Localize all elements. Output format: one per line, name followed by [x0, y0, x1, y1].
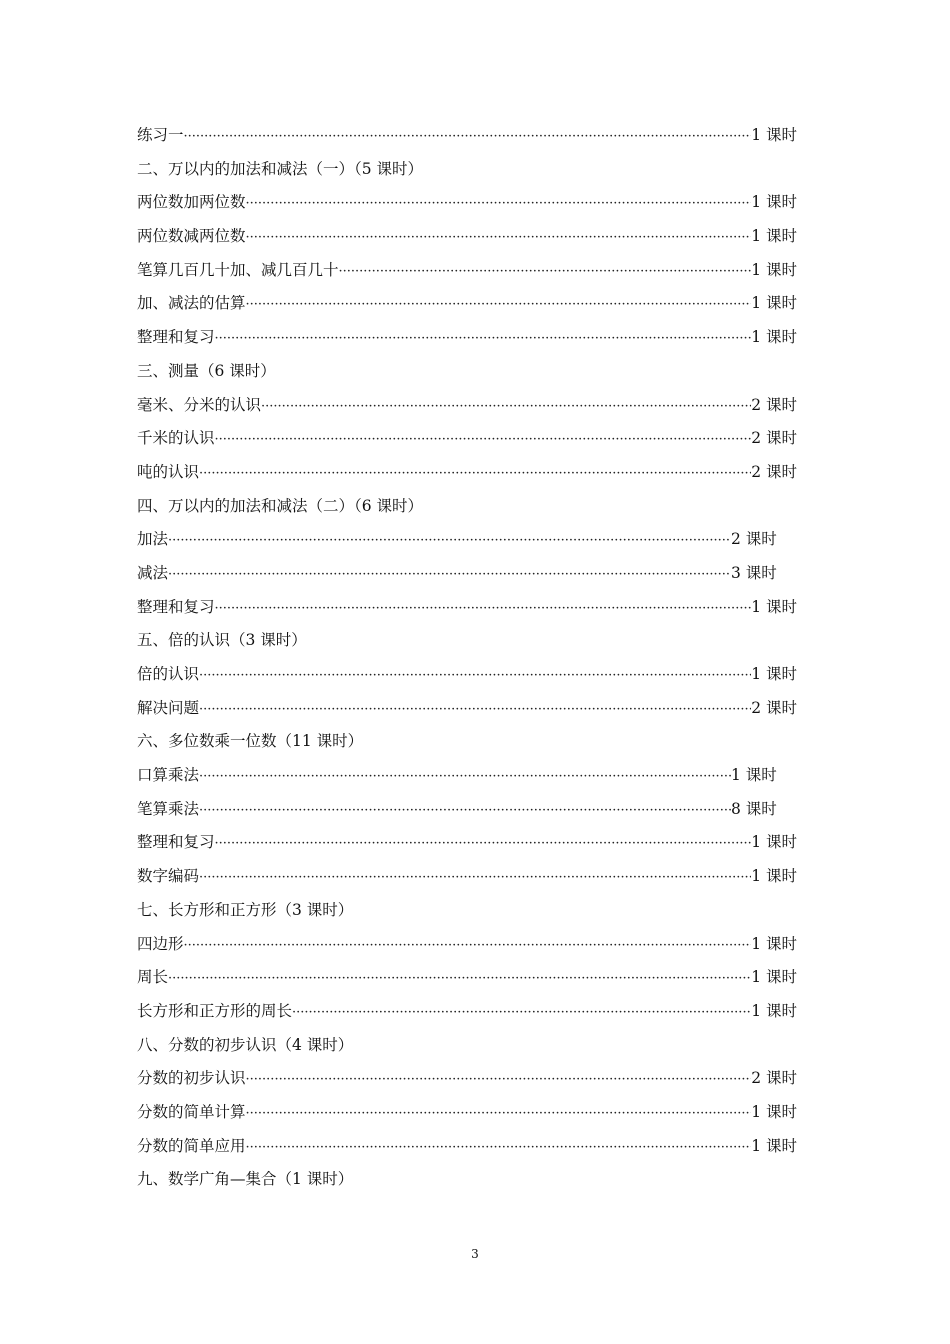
toc-section-heading [137, 1029, 797, 1063]
dot-leader [199, 457, 751, 491]
dot-leader [246, 1097, 752, 1131]
toc-item-hours: 3 课时 [731, 563, 777, 582]
toc-item-label: 毫米、分米的认识 [137, 395, 262, 414]
dot-leader [199, 760, 731, 794]
toc-item-label: 解决问题 [137, 698, 200, 717]
toc-item-label: 口算乘法 [137, 766, 200, 785]
toc-item-label: 减法 [137, 563, 169, 582]
toc-item-hours: 2 课时 [751, 462, 797, 481]
dot-leader [199, 861, 751, 895]
toc-item-label: 加法 [137, 530, 169, 549]
toc-item [137, 119, 797, 153]
toc-section-heading [137, 1163, 797, 1197]
toc-item-hours: 1 课时 [751, 597, 797, 616]
dot-leader [199, 659, 751, 693]
toc-item-label: 整理和复习 [137, 328, 215, 347]
toc-item-hours: 1 课时 [751, 193, 797, 212]
toc-item [137, 287, 797, 321]
toc-item [137, 523, 797, 557]
toc-item-hours: 1 课时 [751, 1001, 797, 1020]
dot-leader [246, 1063, 752, 1097]
toc-item [137, 456, 797, 490]
toc-item-label: 笔算乘法 [137, 799, 200, 818]
toc-item [137, 1062, 797, 1096]
toc-section-heading [137, 153, 797, 187]
page-number: 3 [471, 1247, 479, 1261]
dot-leader [215, 423, 752, 457]
toc-item [137, 793, 797, 827]
toc-item [137, 1130, 797, 1164]
toc-item-label: 长方形和正方形的周长 [137, 1001, 293, 1020]
dot-leader [246, 288, 752, 322]
section-heading-label: 七、长方形和正方形（3 课时） [137, 900, 354, 919]
toc-item-label: 分数的初步认识 [137, 1069, 246, 1088]
toc-item-label: 整理和复习 [137, 833, 215, 852]
toc-item [137, 186, 797, 220]
toc-item-label: 周长 [137, 968, 169, 987]
toc-item-label: 两位数加两位数 [137, 193, 246, 212]
toc-section-heading [137, 355, 797, 389]
toc-item-label: 笔算几百几十加、减几百几十 [137, 260, 339, 279]
toc-item [137, 658, 797, 692]
toc-item-hours: 1 课时 [751, 1102, 797, 1121]
toc-item [137, 254, 797, 288]
section-heading-label: 八、分数的初步认识（4 课时） [137, 1035, 354, 1054]
toc-item [137, 928, 797, 962]
toc-section-heading [137, 624, 797, 658]
toc-item-hours: 1 课时 [751, 867, 797, 886]
dot-leader [215, 592, 752, 626]
section-heading-label: 四、万以内的加法和减法（二）（6 课时） [137, 496, 424, 515]
toc-item-hours: 1 课时 [751, 126, 797, 144]
toc-item-label: 两位数减两位数 [137, 227, 246, 246]
toc-item-label: 练习一 [137, 126, 184, 144]
toc-item-label: 分数的简单应用 [137, 1136, 246, 1155]
toc-item-label: 加、减法的估算 [137, 294, 246, 313]
dot-leader [292, 996, 751, 1030]
section-heading-label: 五、倍的认识（3 课时） [137, 631, 307, 650]
toc-item-hours: 2 课时 [751, 1069, 797, 1088]
toc-item-hours: 1 课时 [751, 665, 797, 683]
toc-item-hours: 1 课时 [751, 1136, 797, 1155]
toc-section-heading [137, 490, 797, 524]
toc-item [137, 961, 797, 995]
toc-item [137, 759, 797, 793]
toc-item-label: 整理和复习 [137, 597, 215, 616]
toc-item-label: 千米的认识 [137, 429, 215, 448]
toc-item [137, 995, 797, 1029]
dot-leader [246, 1131, 752, 1165]
dot-leader [246, 187, 752, 221]
toc-section-heading [137, 725, 797, 759]
toc-item-hours: 1 课时 [751, 328, 797, 347]
toc-item [137, 321, 797, 355]
dot-leader [215, 827, 752, 861]
toc-list [137, 119, 797, 1197]
toc-item-label: 吨的认识 [137, 462, 200, 481]
dot-leader [168, 962, 751, 996]
toc-item-label: 倍的认识 [137, 665, 200, 683]
dot-leader [199, 693, 751, 727]
dot-leader [246, 221, 752, 255]
section-heading-label: 二、万以内的加法和减法（一）（5 课时） [137, 159, 424, 178]
toc-item-hours: 2 课时 [751, 698, 797, 717]
toc-item-hours: 1 课时 [751, 227, 797, 246]
toc-item-hours: 1 课时 [731, 766, 777, 785]
dot-leader [184, 929, 752, 963]
toc-item-hours: 1 课时 [751, 968, 797, 987]
toc-item [137, 389, 797, 423]
toc-item-hours: 1 课时 [751, 260, 797, 279]
section-heading-label: 九、数学广角—集合（1 课时） [137, 1170, 354, 1189]
toc-item-hours: 2 课时 [751, 395, 797, 414]
dot-leader [184, 120, 752, 154]
toc-item-hours: 2 课时 [731, 530, 777, 549]
toc-item [137, 1096, 797, 1130]
toc-item-hours: 1 课时 [751, 833, 797, 852]
dot-leader [215, 322, 752, 356]
toc-item [137, 591, 797, 625]
section-heading-label: 六、多位数乘一位数（11 课时） [137, 732, 364, 751]
toc-item [137, 422, 797, 456]
toc-item [137, 692, 797, 726]
toc-item-hours: 1 课时 [751, 294, 797, 313]
dot-leader [168, 524, 731, 558]
section-heading-label: 三、测量（6 课时） [137, 361, 276, 380]
toc-item [137, 860, 797, 894]
toc-item-hours: 8 课时 [731, 799, 777, 818]
toc-section-heading [137, 894, 797, 928]
toc-item-hours: 1 课时 [751, 934, 797, 953]
toc-item [137, 220, 797, 254]
dot-leader [339, 255, 752, 289]
dot-leader [199, 794, 731, 828]
toc-item-label: 数字编码 [137, 867, 200, 886]
dot-leader [261, 390, 751, 424]
toc-item-label: 分数的简单计算 [137, 1102, 246, 1121]
toc-item [137, 557, 797, 591]
dot-leader [168, 558, 731, 592]
toc-item [137, 826, 797, 860]
toc-item-hours: 2 课时 [751, 429, 797, 448]
toc-item-label: 四边形 [137, 934, 184, 953]
